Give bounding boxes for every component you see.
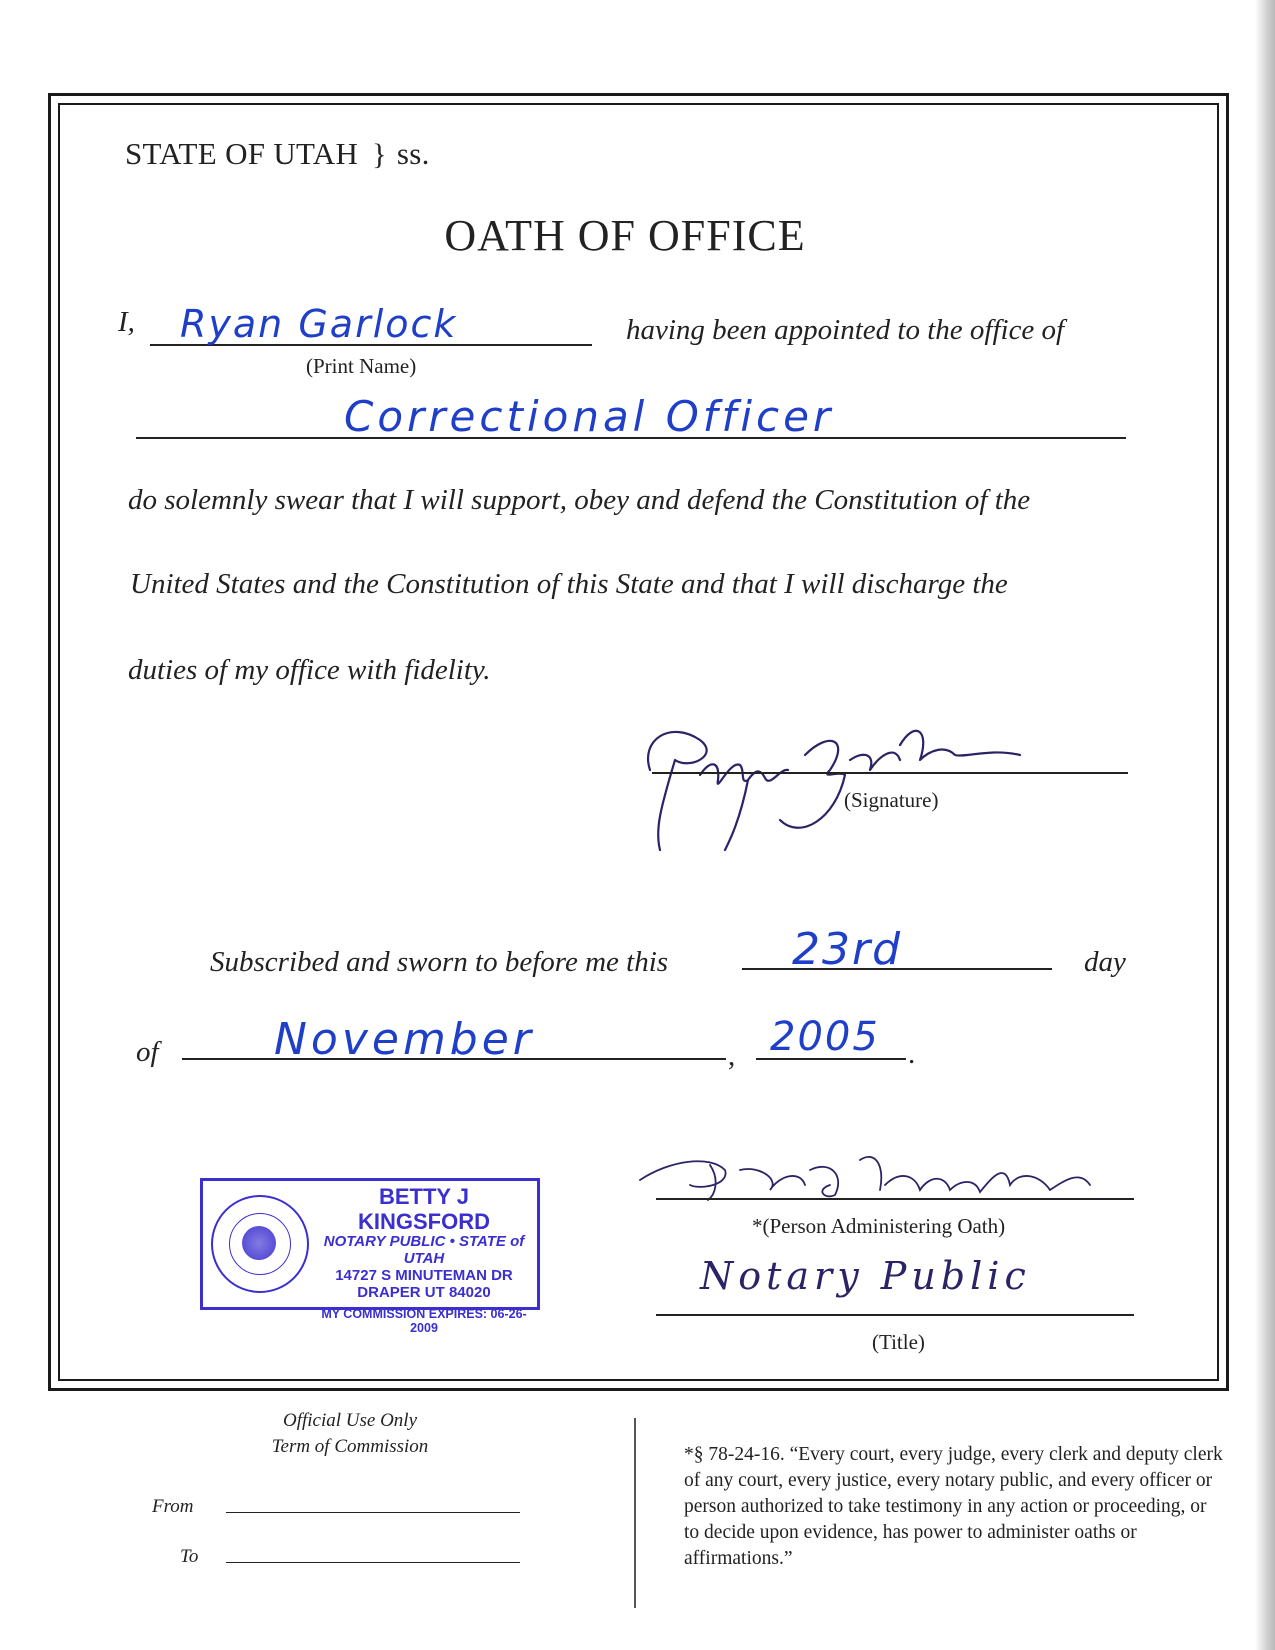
stamp-commission-expiry: MY COMMISSION EXPIRES: 06-26-2009 [321, 1307, 527, 1336]
stamp-notary-name: BETTY J KINGSFORD [358, 1184, 490, 1234]
day-value: 23rd [792, 924, 903, 975]
footer-divider [634, 1418, 636, 1608]
state-seal [211, 1195, 309, 1293]
official-use-heading: Official Use Only [282, 1410, 418, 1431]
administrator-caption: *(Person Administering Oath) [752, 1214, 1006, 1238]
term-of-commission-heading: Term of Commission [271, 1436, 429, 1457]
notary-stamp [200, 1178, 540, 1336]
oath-prefix: I, [118, 306, 135, 338]
statute-footnote: *§ 78-24-16. “Every court, every judge, every clerk and deputy clerk of any court, every justice, every notary public, and every officer or person authorized to take testimony in any action or proceeding, or to decide upon evidence, has power to administer oaths or affirmations.” [684, 1444, 1223, 1569]
from-label: From [152, 1496, 194, 1517]
signature-line [652, 772, 1128, 774]
title-line [656, 1314, 1134, 1316]
stamp-address-street: 14727 S MINUTEMAN DR [335, 1266, 513, 1284]
title-value: Notary Public [700, 1254, 1031, 1298]
year-period: . [908, 1038, 916, 1070]
signature-caption: (Signature) [844, 788, 939, 812]
sworn-prefix: Subscribed and sworn to before me this [210, 946, 669, 978]
from-line [226, 1512, 520, 1513]
venue-brace: } [372, 138, 387, 171]
day-suffix: day [1084, 946, 1126, 978]
appointed-text: having been appointed to the office of [626, 314, 1065, 346]
year-value: 2005 [770, 1014, 880, 1060]
title-caption: (Title) [872, 1330, 925, 1354]
oath-body-line-3: duties of my office with fidelity. [128, 654, 491, 686]
page-edge-shadow [1255, 0, 1275, 1650]
of-label: of [136, 1036, 159, 1068]
state-label: STATE OF UTAH [125, 136, 359, 171]
stamp-notary-title: NOTARY PUBLIC • STATE of UTAH [323, 1233, 525, 1268]
print-name-value: Ryan Garlock [180, 302, 458, 346]
oath-body-line-1: do solemnly swear that I will support, obey and defend the Constitution of the [128, 484, 1031, 516]
oath-body-line-2: United States and the Constitution of this State and that I will discharge the [130, 568, 1008, 600]
print-name-caption: (Print Name) [306, 354, 417, 378]
signature-handwritten [630, 700, 1050, 860]
month-comma: , [728, 1040, 736, 1072]
state-venue [125, 136, 430, 172]
stamp-address-city: DRAPER UT 84020 [357, 1283, 491, 1301]
month-value: November [274, 1014, 535, 1065]
ss-label: ss. [396, 136, 430, 171]
office-value: Correctional Officer [344, 392, 835, 441]
to-line [226, 1562, 520, 1563]
administrator-line [656, 1198, 1134, 1200]
to-label: To [180, 1546, 199, 1567]
page-title: OATH OF OFFICE [444, 211, 806, 260]
